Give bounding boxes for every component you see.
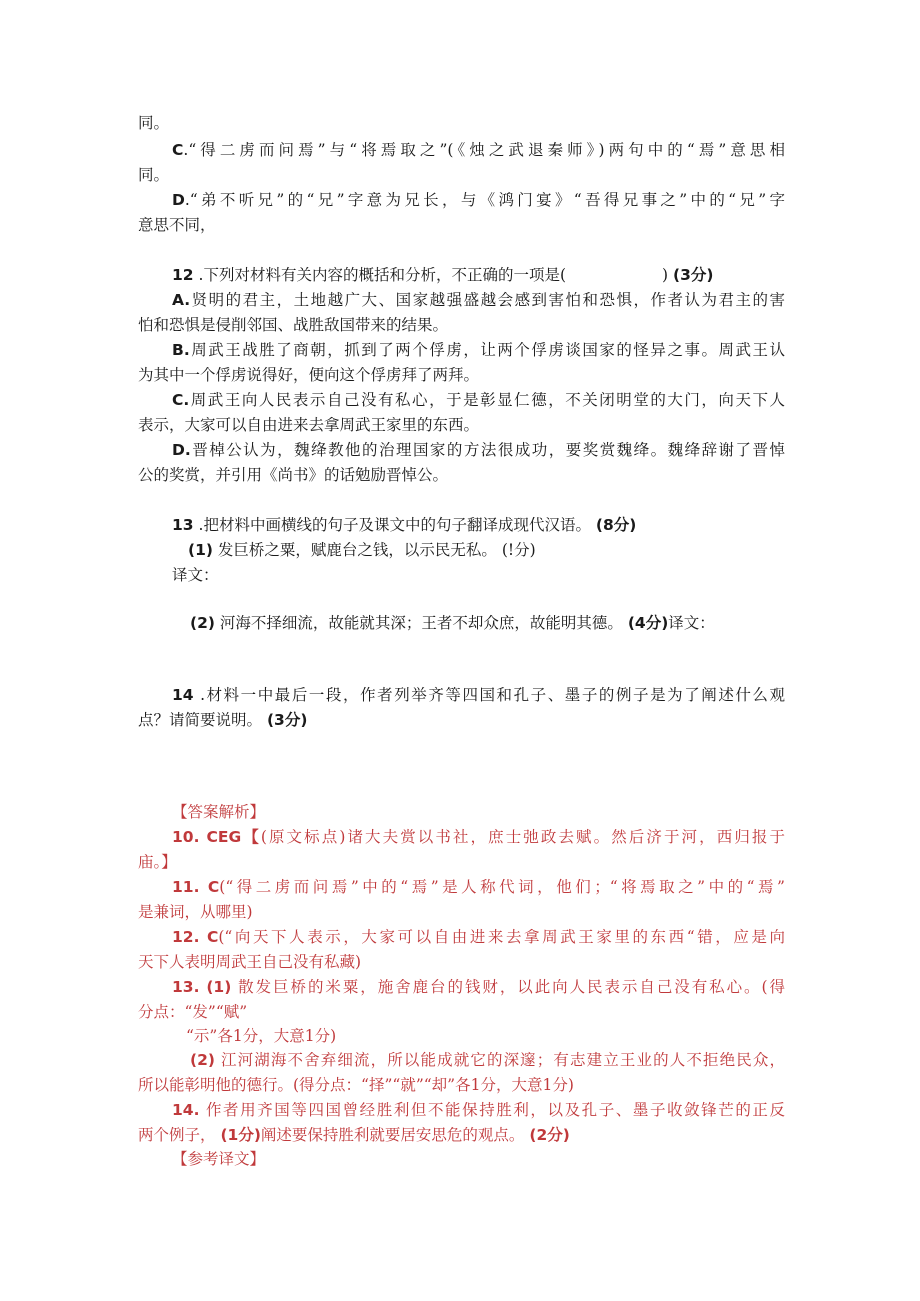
q11-option-d xyxy=(172,189,785,211)
answer-10-cont: 庙。】 xyxy=(138,853,177,871)
q12-option-a: A.贤明的君主，土地越广大、国家越强盛越会感到害怕和恐惧，作者认为君主的害 xyxy=(172,291,785,309)
q14-stem: 14 .材料一中最后一段，作者列举齐等四国和孔子、墨子的例子是为了阐述什么观 xyxy=(172,686,785,704)
q11-option-c xyxy=(172,139,785,161)
answer-13-1-cont: 分点：“发”“赋” xyxy=(138,1003,248,1021)
q13-translation-label-1: 译文： xyxy=(172,566,219,584)
question-score: (3分) xyxy=(673,266,714,284)
question-number: 12 xyxy=(172,266,194,284)
option-label: D xyxy=(172,191,185,209)
answer-14-cont: 两个例子， (1分)阐述要保持胜利就要居安思危的观点。 (2分) xyxy=(138,1126,570,1144)
option-label: C xyxy=(172,141,184,159)
question-number: 14 xyxy=(172,686,194,704)
option-text: .“得二虏而问焉”与“将焉取之”(《烛之武退秦师》)两句中的“焉”意思相 xyxy=(183,141,785,159)
answer-11-cont: 是兼词，从哪里) xyxy=(138,903,253,921)
answer-13-2-cont: 所以能彰明他的德行。(得分点：“择”“就”“却”各1分，大意1分) xyxy=(138,1076,574,1094)
option-text: .“弟不听兄”的“兄”字意为兄长，与《鸿门宴》“吾得兄事之”中的“兄”字 xyxy=(184,191,785,209)
q12-option-a-cont: 怕和恐惧是侵削邻国、战胜敌国带来的结果。 xyxy=(138,316,449,334)
q12-stem: 12 .下列对材料有关内容的概括和分析，不正确的一项是( ) (3分) xyxy=(172,266,714,284)
answer-12: 12. C(“向天下人表示，大家可以自由进来去拿周武王家里的东西“错，应是向 xyxy=(172,928,785,946)
q11-option-d-cont: 意思不同， xyxy=(138,216,216,234)
q12-option-c: C.周武王向人民表示自己没有私心，于是彰显仁德，不关闭明堂的大门，向天下人 xyxy=(172,391,785,409)
q12-option-c-cont: 表示，大家可以自由进来去拿周武王家里的东西。 xyxy=(138,416,480,434)
q12-option-d: D.晋棹公认为，魏绛教他的治理国家的方法很成功，要奖赏魏绛。魏绛辞谢了晋悼 xyxy=(172,441,785,459)
answer-header: 【答案解析】 xyxy=(172,803,266,821)
answer-10: 10. CEG【(原文标点)诸大夫赏以书社，庶士弛政去赋。然后济于河，西归报于 xyxy=(172,828,785,846)
question-text: .下列对材料有关内容的概括和分析，不正确的一项是( xyxy=(198,266,566,284)
q13-stem: 13 .把材料中画横线的句子及课文中的句子翻译成现代汉语。 (8分) xyxy=(172,516,637,534)
reference-translation-header: 【参考译文】 xyxy=(172,1150,266,1168)
q12-option-b: B.周武王战胜了商朝，抓到了两个俘虏，让两个俘虏谈国家的怪异之事。周武王认 xyxy=(172,341,785,359)
q12-option-d-cont: 公的奖赏，并引用《尚书》的话勉励晋悼公。 xyxy=(138,466,449,484)
answer-13-1-cont2: “示”各1分，大意1分) xyxy=(186,1027,337,1045)
answer-12-cont: 天下人表明周武王自己没有私藏) xyxy=(138,953,362,971)
q12-option-b-cont: 为其中一个俘虏说得好，便向这个俘虏拜了两拜。 xyxy=(138,366,480,384)
q11-tail-text: 同。 xyxy=(138,114,170,132)
q13-sentence-1: (1) 发巨桥之粟，赋鹿台之钱，以示民无私。 (!分) xyxy=(188,541,536,559)
answer-14: 14. 作者用齐国等四国曾经胜利但不能保持胜利，以及孔子、墨子收敛锋芒的正反 xyxy=(172,1101,785,1119)
answer-13-2: (2) 江河湖海不舍弃细流，所以能成就它的深邃；有志建立王业的人不拒绝民众， xyxy=(190,1051,785,1069)
q11-option-c-cont: 同。 xyxy=(138,166,170,184)
question-number: 13 xyxy=(172,516,194,534)
q14-stem-cont: 点？请简要说明。 (3分) xyxy=(138,711,308,729)
answer-11: 11. C(“得二虏而问焉”中的“焉”是人称代词，他们；“将焉取之”中的“焉” xyxy=(172,878,785,896)
answer-13-1: 13. (1) 散发巨桥的米粟，施舍鹿台的钱财，以此向人民表示自己没有私心。(得 xyxy=(172,978,785,996)
question-score: (8分) xyxy=(595,516,637,534)
q13-sentence-2: (2) 河海不择细流，故能就其深；王者不却众庶，故能明其德。 (4分)译文： xyxy=(190,614,715,632)
